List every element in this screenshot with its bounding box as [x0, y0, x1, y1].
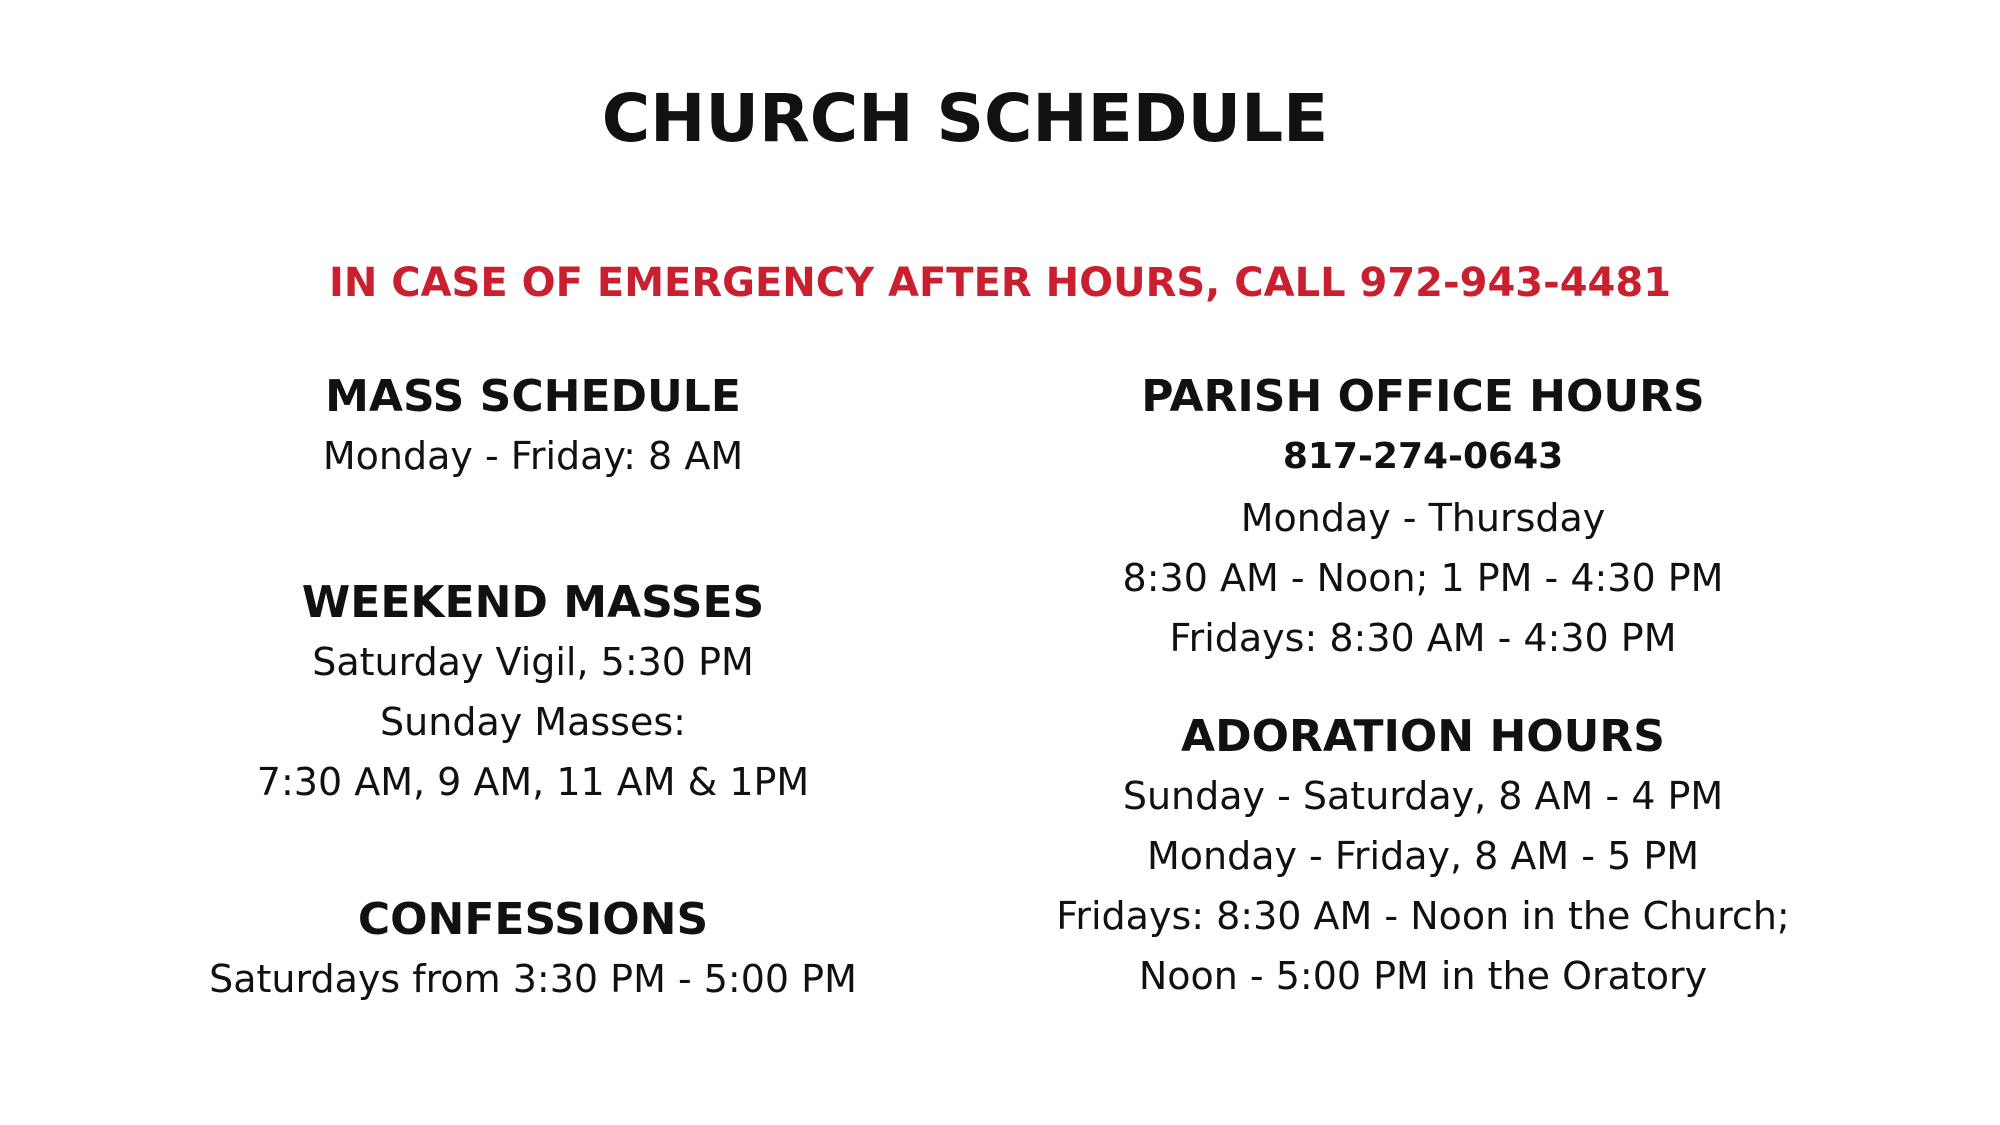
mass-schedule-heading: MASS SCHEDULE	[325, 371, 741, 422]
adoration-line: Noon - 5:00 PM in the Oratory	[1138, 954, 1708, 998]
confessions-line: Saturdays from 3:30 PM - 5:00 PM	[209, 957, 857, 1001]
confessions-heading: CONFESSIONS	[357, 894, 709, 945]
mass-schedule-line: Monday - Friday: 8 AM	[322, 434, 744, 478]
parish-office-line: Monday - Thursday	[1240, 496, 1606, 540]
adoration-line: Monday - Friday, 8 AM - 5 PM	[1146, 834, 1700, 878]
adoration-section	[1023, 708, 1823, 1006]
adoration-line: Sunday - Saturday, 8 AM - 4 PM	[1122, 774, 1724, 818]
parish-office-phone: 817-274-0643	[1282, 436, 1564, 477]
page-title: CHURCH SCHEDULE	[601, 80, 1329, 157]
parish-office-line: 8:30 AM - Noon; 1 PM - 4:30 PM	[1122, 556, 1724, 600]
confessions-section	[133, 891, 933, 1009]
adoration-heading: ADORATION HOURS	[1181, 711, 1665, 762]
parish-office-line: Fridays: 8:30 AM - 4:30 PM	[1169, 616, 1677, 660]
weekend-masses-heading: WEEKEND MASSES	[301, 577, 765, 628]
emergency-notice: IN CASE OF EMERGENCY AFTER HOURS, CALL 972-943-4481	[328, 260, 1672, 306]
weekend-masses-line: Saturday Vigil, 5:30 PM	[312, 640, 754, 684]
weekend-masses-line: Sunday Masses:	[380, 700, 686, 744]
adoration-line: Fridays: 8:30 AM - Noon in the Church;	[1056, 894, 1790, 938]
weekend-masses-line: 7:30 AM, 9 AM, 11 AM & 1PM	[256, 760, 810, 804]
parish-office-heading: PARISH OFFICE HOURS	[1141, 371, 1705, 422]
weekend-masses-section	[133, 574, 933, 812]
parish-office-section	[1023, 368, 1823, 668]
mass-schedule-section	[133, 368, 933, 486]
